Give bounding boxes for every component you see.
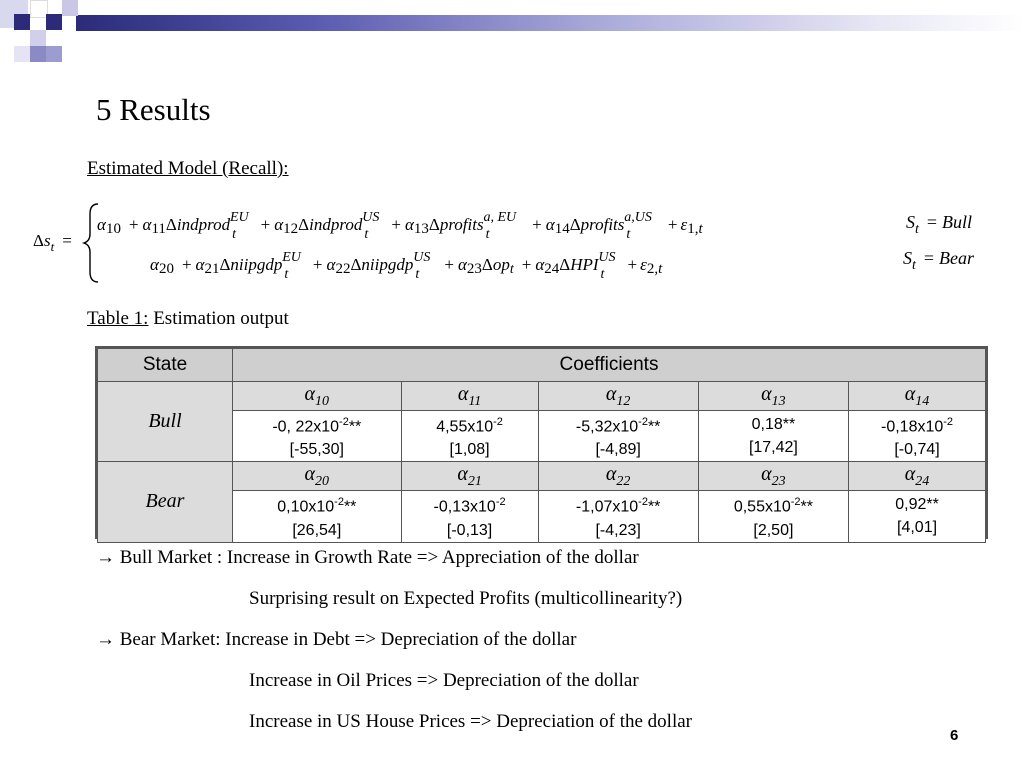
tstat: [17,42] bbox=[748, 439, 798, 457]
estimate: $0,10x10^{-2}**$ bbox=[277, 496, 357, 516]
coef-cell bbox=[849, 491, 986, 542]
bullet-expected-profits: Surprising result on Expected Profits (multicollinearity?) bbox=[249, 588, 683, 609]
coef-name: $\alpha_{23}$ bbox=[698, 462, 848, 491]
coef-cell bbox=[698, 491, 848, 542]
estimate: $4,55x10^{-2}$ bbox=[436, 416, 503, 436]
coef-cell bbox=[401, 411, 538, 462]
estimate: $-1,07x10^{-2}**$ bbox=[575, 496, 661, 516]
logo-square bbox=[30, 46, 46, 62]
tstat: [-55,30] bbox=[289, 441, 344, 459]
estimate: 0,92** bbox=[895, 496, 939, 514]
table-caption-label: Table 1: bbox=[87, 308, 149, 329]
tstat: [2,50] bbox=[753, 521, 794, 539]
header-gradient-bar bbox=[76, 15, 1024, 31]
estimate: $0,55x10^{-2}**$ bbox=[733, 496, 813, 516]
model-subheading: Estimated Model (Recall): bbox=[87, 158, 289, 179]
estimate: 0,18** bbox=[751, 416, 796, 434]
state-label-bear: Bear bbox=[98, 462, 233, 542]
eq-row2: α20 + α21Δniipgdp$_t$EU + α22Δniipgdp$_t$US + $\alpha 23\Delta opt + \alpha 24\Delta HPI_tUS + \varepsilon 2,t$ bbox=[150, 250, 663, 282]
table-caption-text: Estimation output bbox=[148, 308, 289, 329]
tstat: [4,01] bbox=[897, 519, 938, 537]
coef-cell bbox=[233, 411, 402, 462]
logo-square bbox=[14, 46, 30, 62]
coef-name: $\alpha_{20}$ bbox=[233, 462, 402, 491]
logo-square bbox=[46, 14, 62, 30]
eq-lhs: $\Delta s_t$ = bbox=[33, 231, 72, 254]
coef-name: $\alpha_{24}$ bbox=[849, 462, 986, 491]
logo-square bbox=[62, 0, 78, 16]
coef-cell bbox=[233, 491, 402, 542]
estimate: -0, $22x10^{-2}**$ bbox=[272, 416, 362, 436]
coef-name: $\alpha_{21}$ bbox=[401, 462, 538, 491]
coef-name: $\alpha_{22}$ bbox=[538, 462, 698, 491]
coef-cell bbox=[538, 411, 698, 462]
header-coefficients: Coefficients bbox=[233, 349, 986, 382]
logo-square bbox=[30, 30, 46, 46]
bullet-oil-prices: Increase in Oil Prices => Depreciation of the dollar bbox=[249, 670, 639, 691]
table-caption bbox=[87, 308, 289, 330]
left-brace bbox=[84, 204, 98, 282]
tstat: [1,08] bbox=[449, 441, 490, 459]
coef-cell bbox=[698, 411, 848, 462]
coef-name: $\alpha_{13}$ bbox=[698, 382, 848, 411]
eq-row1: α10 + α11Δindprod$_t$EU + α12Δindprod$_t$US + α13Δprofits$_t$a, EU + α14Δprofits$_t$a,US + ε1,t bbox=[97, 210, 703, 242]
coef-name: $\alpha_{14}$ bbox=[849, 382, 986, 411]
coef-cell bbox=[401, 491, 538, 542]
coef-name: $\alpha_{12}$ bbox=[538, 382, 698, 411]
logo-square bbox=[46, 46, 62, 62]
tstat: [-4,23] bbox=[595, 521, 641, 539]
coef-cell bbox=[849, 411, 986, 462]
bullet-bull-market: → Bull Market : Increase in Growth Rate => Appreciation of the dollar bbox=[96, 547, 639, 568]
coef-cell bbox=[538, 491, 698, 542]
tstat: [-0,13] bbox=[446, 521, 493, 539]
model-equation bbox=[0, 190, 1024, 290]
bullet-house-prices: Increase in US House Prices => Depreciation of the dollar bbox=[249, 711, 692, 732]
page-number: 6 bbox=[950, 727, 959, 744]
estimate: $-0,13x10^{-2}$ bbox=[433, 496, 506, 516]
estimate: $-0,18x10^{-2}$ bbox=[881, 416, 954, 436]
estimate: $-5,32x10^{-2}**$ bbox=[575, 416, 661, 436]
coef-name: $\alpha_{10}$ bbox=[233, 382, 402, 411]
tstat: [26,54] bbox=[292, 521, 342, 539]
tstat: [-0,74] bbox=[894, 441, 940, 459]
logo-square bbox=[14, 14, 30, 30]
estimation-table bbox=[95, 346, 988, 539]
state-bull: $S_t$ = Bull bbox=[906, 212, 973, 237]
tstat: [-4,89] bbox=[595, 441, 641, 459]
bullet-bear-market: → Bear Market: Increase in Debt => Depreciation of the dollar bbox=[96, 629, 577, 650]
slide-title: 5 Results bbox=[96, 92, 211, 127]
state-label-bull: Bull bbox=[98, 382, 233, 462]
coef-name: $\alpha_{11}$ bbox=[401, 382, 538, 411]
header-state: State bbox=[98, 349, 233, 382]
state-bear: $S_t$ = Bear bbox=[903, 248, 975, 273]
